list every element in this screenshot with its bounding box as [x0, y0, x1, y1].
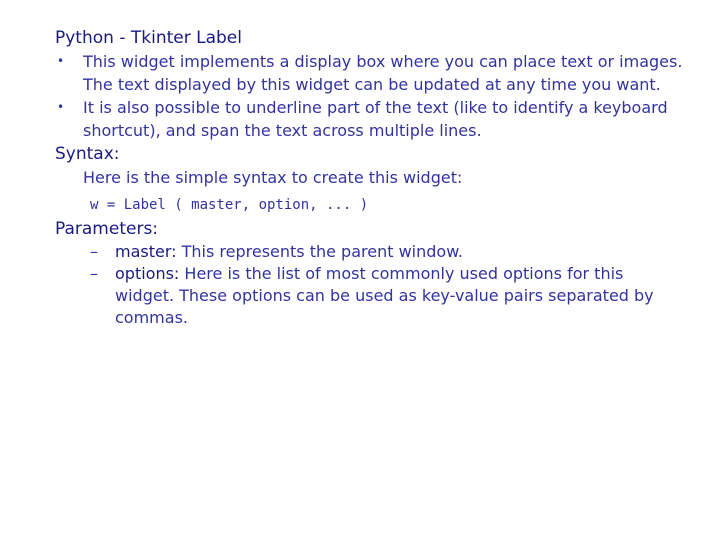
bullet-text: It is also possible to underline part of the text (like to identify a keyboard shortcut), and span the text across multiple lines.	[83, 98, 668, 140]
parameters-heading: Parameters:	[55, 219, 159, 239]
bullet-text: This widget implements a display box where you can place text or images. The text displayed by this widget can be updated at any time you want.	[83, 52, 683, 94]
slide-title: Python - Tkinter Label	[55, 28, 242, 48]
parameter-item-master	[55, 241, 685, 263]
parameter-term: options:	[115, 264, 180, 283]
code-snippet: w = Label ( master, option, ... )	[90, 197, 369, 213]
parameter-term: master:	[115, 242, 177, 261]
parameter-description: Here is the list of most commonly used options for this widget. These options can be used as key-value pairs separated by commas.	[115, 264, 654, 327]
bullet-item	[55, 96, 685, 142]
bullet-marker: •	[57, 100, 65, 114]
slide-content	[55, 26, 685, 329]
syntax-intro: Here is the simple syntax to create this widget:	[83, 168, 463, 187]
dash-marker: –	[90, 264, 98, 283]
parameters-list	[55, 241, 685, 329]
parameter-description: This represents the parent window.	[176, 242, 463, 261]
bullet-list	[55, 50, 685, 142]
bullet-item	[55, 50, 685, 96]
bullet-marker: •	[57, 54, 65, 68]
dash-marker: –	[90, 242, 98, 261]
syntax-heading: Syntax:	[55, 144, 120, 164]
parameter-item-options	[55, 263, 685, 329]
